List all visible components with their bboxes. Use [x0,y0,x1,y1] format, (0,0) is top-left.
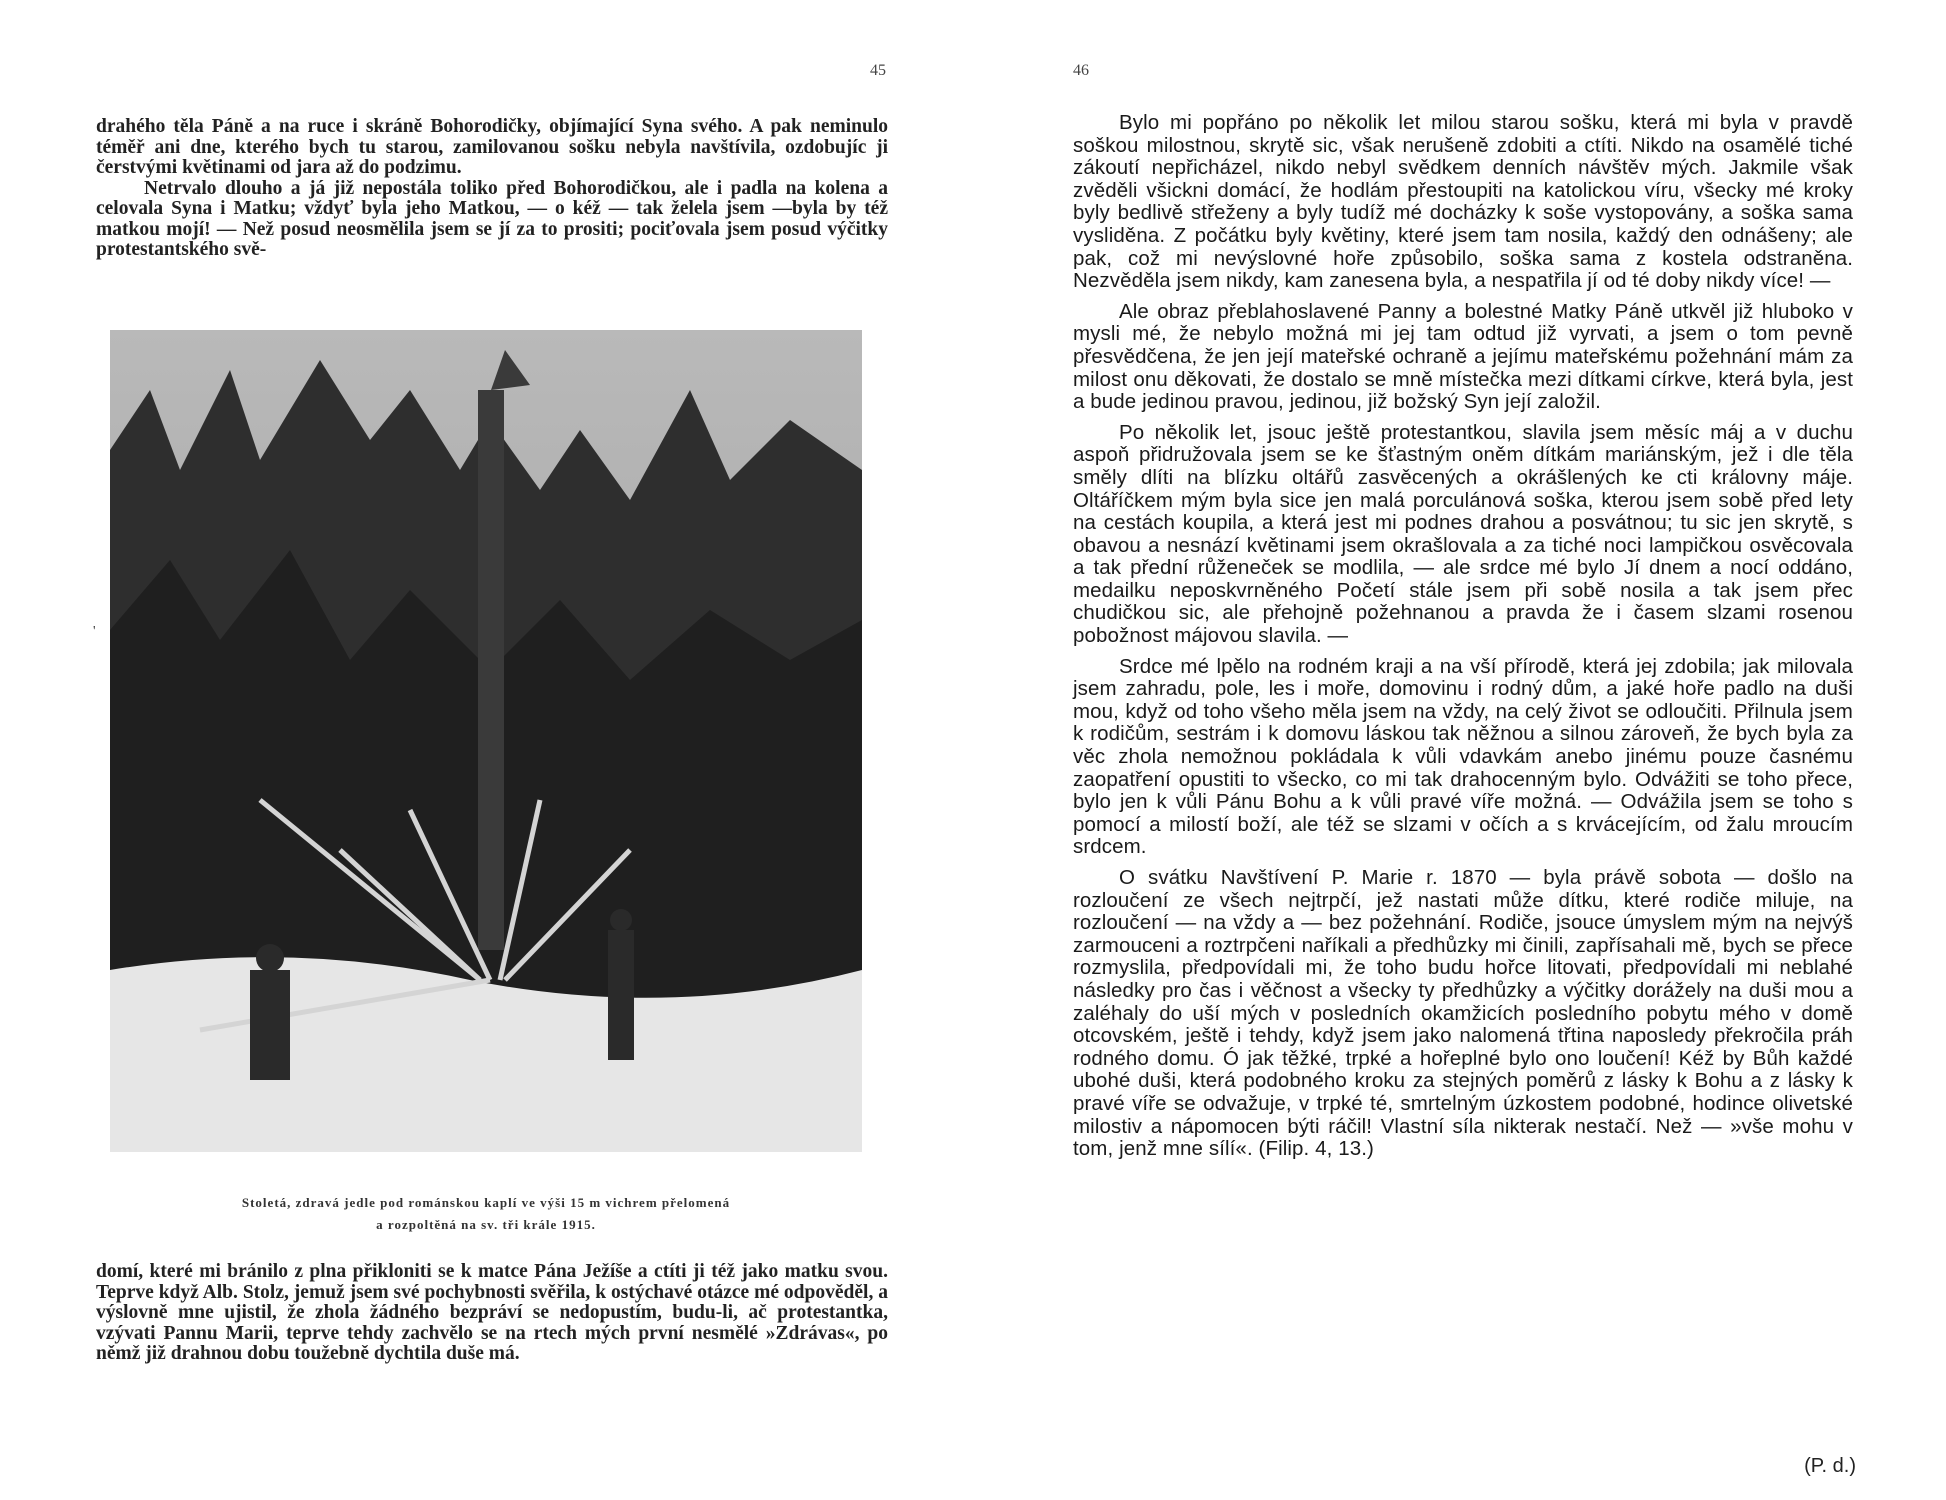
right-paragraph-1: Bylo mi popřáno po několik let milou starou sošku, která mi byla v pravdě soškou milostnou, skrytě sic, však nerušeně zdobiti a ctíti. Nikdo na osamělé tiché zákoutí nepřicházel, nikdo nebyl svědkem denních návštěv mých. Jakmile však zvěděli všickni domácí, že hodlám přestoupiti na katolickou víru, všecky mé kroky byly bedlivě střeženy a byly tudíž mé docházky k soše vystopovány, a soška sama vysliděna. Z počátku byly květiny, které jsem tam nosila, každý den odnášeny; ale pak, což mi nevýslovné hoře způsobilo, soška sama z kostela odstraněna. Nezvěděla jsem nikdy, kam zanesena byla, a nespatřila jí od té doby nikdy více! — [1073,111,1853,293]
photo-caption-line-1: Stoletá, zdravá jedle pod románskou kaplí ve výši 15 m vichrem přelomená [241,1195,731,1210]
right-paragraph-4: Srdce mé lpělo na rodném kraji a na vší přírodě, která jej zdobila; jak milovala jsem zahradu, pole, les i moře, domovinu i rodný dům, a jaké hoře padlo na duši mou, když od toho všeho měla jsem na vždy, na celý život se odloučiti. Přilnula jsem k rodičům, sestrám i k domovu láskou tak něžnou a silnou zároveň, že bych byla za věc zhola nemožnou pokládala k vůli vdavkám anebo jinému pouze časnému zaopatření opustiti to všecko, co mi tak drahocenným bylo. Odvážiti se toho přece, bylo jen k vůli Pánu Bohu a k vůli pravé víře možná. — Odvážila jsem se toho s pomocí a milostí boží, ale též se slzami v očích a s krvácejícím, od žalu mroucím srdcem. [1073,654,1853,859]
photo-caption-line-2: a rozpoltěná na sv. tři krále 1915. [376,1217,596,1232]
signature-note: (P. d.) [1804,1455,1856,1477]
snowy-fir-tree-photo [110,330,862,1152]
right-paragraph-5: O svátku Navštívení P. Marie r. 1870 — byla právě sobota — došlo na rozloučení ze všech nejtrpčí, jež nastati může dítku, které rodiče miluje, na rozloučení — na vždy a — bez požehnání. Rodiče, jsouce úmyslem mým na nejvýš zarmouceni a roztrpčeni naříkali a předhůzky mi činili, zapřísahali mě, bych se přece rozmyslila, předpovídali mi, že toho budu hořce litovati, předpovídali mi neblahé následky pro čas i věčnost a všecky ty předhůzky a výčitky dorážely na duši mou a zaléhaly do uší mých v posledních okamžicích posledního pobytu mého v domě otcovském, ještě i tehdy, když jsem jako nalomená třtina naposledy překročila práh rodného domu. Ó jak těžké, trpké a hořeplné bylo ono loučení! Kéž by Bůh každé ubohé duši, která podobného kroku za stejných poměrů z lásky k Bohu a z lásky k pravé víře se odvažuje, v trpké té, smrtelným úzkostem podobné, hodince olivetské milostiv a nápomocen býti ráčil! Vlastní síla nikterak nestačí. Než — »vše mohu v tom, jenž mne sílí«. (Filip. 4, 13.) [1073,866,1853,1161]
left-paragraph-2: Netrvalo dlouho a já již nepostála toliko před Bohorodičkou, ale i padla na kolena a celovala Syna i Matku; vždyť byla jeho Matkou, — o kéž — tak želela jsem —byla by též matkou mojí! — Než posud neosmělila jsem se jí za to prositi; pociťovala jsem posud výčitky protestantského svě- [96,177,888,260]
right-paragraph-2: Ale obraz přeblahoslavené Panny a bolestné Matky Páně utkvěl již hluboko v mysli mé, že nebylo možná mi jej tam odtud již vyrvati, a jsem o tom pevně přesvědčena, že jen její mateřské ochraně a jejímu mateřskému požehnání mám za milost onu děkovati, že dostalo se mně místečka mezi dítkami církve, která byla, jest a bude jedinou pravou, jedinou, již božský Syn její založil. [1073,299,1853,414]
right-paragraph-3: Po několik let, jsouc ještě protestantkou, slavila jsem měsíc máj a v duchu aspoň přidružovala jsem se ke šťastným oněm dítkám mariánským, jež i dle těla směly dlíti na blízku oltářů zasvěcených a okrášlených ke cti královny máje. Oltáříčkem mým byla sice jen malá porculánová soška, kterou jsem sobě před lety na cestách koupila, a která jest mi podnes drahou a posvátnou; tu sic jen skrytě, s obavou a nesnází květinami jsem okrašlovala a za tiché noci lampičkou osvěcovala a tak přední růženeček se modlila, — ale srdce mé bylo Jí dnem a nocí oddáno, medailku neposkvrněného Početí stále jsem při sobě nosila a tak jsem přec chudičkou sic, ale přehojně požehnanou a pravda že i časem slzami rosenou pobožnost májovou slavila. — [1073,420,1853,648]
right-page [973,0,1946,1500]
left-bottom-text [96,1262,888,1365]
page-number-left: 45 [870,62,886,79]
left-paragraph-3: domí, které mi bránilo z plna přikloniti se k matce Pána Ježíše a ctíti ji též jako matku svou. Teprve když Alb. Stolz, jemuž jsem své pochybnosti svěřila, k ostýchavé otázce mé odpověděl, a výslovně mne ujistil, že zhola žádného bezpráví se nedopustím, budu-li, ač protestantka, vzývati Pannu Marii, teprve tehdy zachvělo se na rtech mých první nesmělé »Zdrávas«, po němž již drahnou dobu toužebně dychtila duše má. [96,1261,888,1364]
left-paragraph-1: drahého těla Páně a na ruce i skráně Bohorodičky, objímající Syna svého. A pak neminulo téměř ani dne, kterého bych tu starou, zamilovanou sošku nebyla navštívila, ozdobujíc ji čerstvými květinami od jara až do podzimu. [96,116,888,178]
page-number-right: 46 [1073,62,1089,79]
photo-illustration [110,330,862,1152]
photo-caption [110,1192,862,1236]
left-top-text [96,117,888,261]
stray-mark: ' [93,624,96,639]
right-text [1073,112,1853,1169]
